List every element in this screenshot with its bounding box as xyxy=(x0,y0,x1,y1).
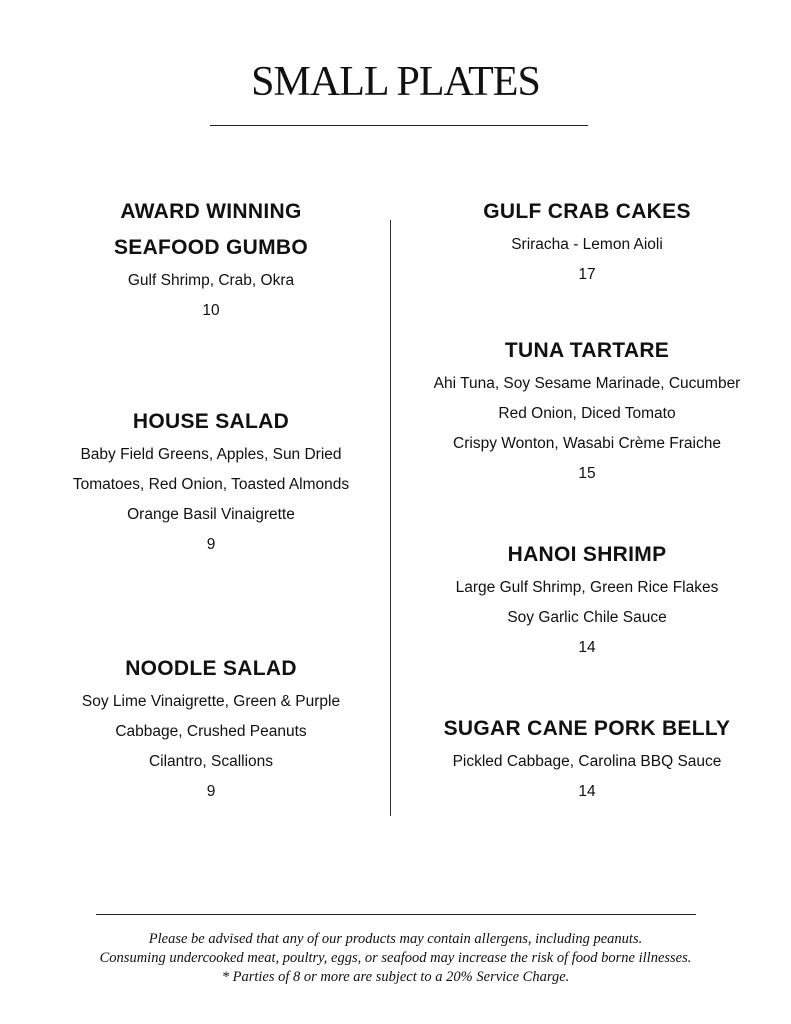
menu-item-description: Cabbage, Crushed Peanuts xyxy=(115,723,307,740)
menu-item-price: 14 xyxy=(578,639,596,656)
menu-item-name: TUNA TARTARE xyxy=(504,339,670,362)
allergen-notice: Please be advised that any of our products may contain allergens, including peanuts. xyxy=(148,931,643,947)
menu-item-description: Gulf Shrimp, Crab, Okra xyxy=(127,272,295,289)
menu-item-description: Soy Lime Vinaigrette, Green & Purple xyxy=(81,693,341,710)
menu-item-name: AWARD WINNING xyxy=(120,200,302,223)
menu-item-description: Large Gulf Shrimp, Green Rice Flakes xyxy=(455,579,719,596)
title-divider xyxy=(210,125,588,126)
menu-item xyxy=(397,194,777,290)
menu-item-price: 9 xyxy=(206,783,216,800)
menu-item-price: 17 xyxy=(578,266,596,283)
menu-item-description: Pickled Cabbage, Carolina BBQ Sauce xyxy=(452,753,722,770)
menu-item-description: Cilantro, Scallions xyxy=(148,753,274,770)
menu-item-price: 15 xyxy=(578,465,596,482)
service-charge-notice: * Parties of 8 or more are subject to a 20% Service Charge. xyxy=(221,969,570,985)
menu-item-name: HOUSE SALAD xyxy=(132,410,290,433)
menu-item-price: 9 xyxy=(206,536,216,553)
menu-item xyxy=(397,711,777,807)
menu-item-name: NOODLE SALAD xyxy=(125,657,297,680)
menu-item xyxy=(21,404,401,560)
menu-item-name: GULF CRAB CAKES xyxy=(483,200,691,223)
menu-item-price: 14 xyxy=(578,783,596,800)
menu-item-description: Soy Garlic Chile Sauce xyxy=(507,609,667,626)
menu-item-name: SUGAR CANE PORK BELLY xyxy=(443,717,731,740)
menu-item-price: 10 xyxy=(202,302,220,319)
page-title: SMALL PLATES xyxy=(251,59,540,105)
menu-item-description: Ahi Tuna, Soy Sesame Marinade, Cucumber xyxy=(433,375,741,392)
menu-item xyxy=(21,194,401,326)
menu-item-name: SEAFOOD GUMBO xyxy=(113,236,309,259)
menu-item-description: Tomatoes, Red Onion, Toasted Almonds xyxy=(72,476,350,493)
footer-notice xyxy=(0,930,791,987)
menu-item xyxy=(397,537,777,663)
menu-item-description: Baby Field Greens, Apples, Sun Dried xyxy=(80,446,342,463)
menu-item-description: Sriracha - Lemon Aioli xyxy=(511,236,663,253)
menu-item-description: Red Onion, Diced Tomato xyxy=(498,405,676,422)
menu-item xyxy=(21,651,401,807)
food-safety-notice: Consuming undercooked meat, poultry, eggs, or seafood may increase the risk of food borne illnesses. xyxy=(99,950,692,966)
menu-item-description: Orange Basil Vinaigrette xyxy=(127,506,295,523)
footer-divider xyxy=(96,914,696,915)
menu-item-description: Crispy Wonton, Wasabi Crème Fraiche xyxy=(453,435,721,452)
menu-item xyxy=(397,333,777,489)
menu-item-name: HANOI SHRIMP xyxy=(507,543,667,566)
